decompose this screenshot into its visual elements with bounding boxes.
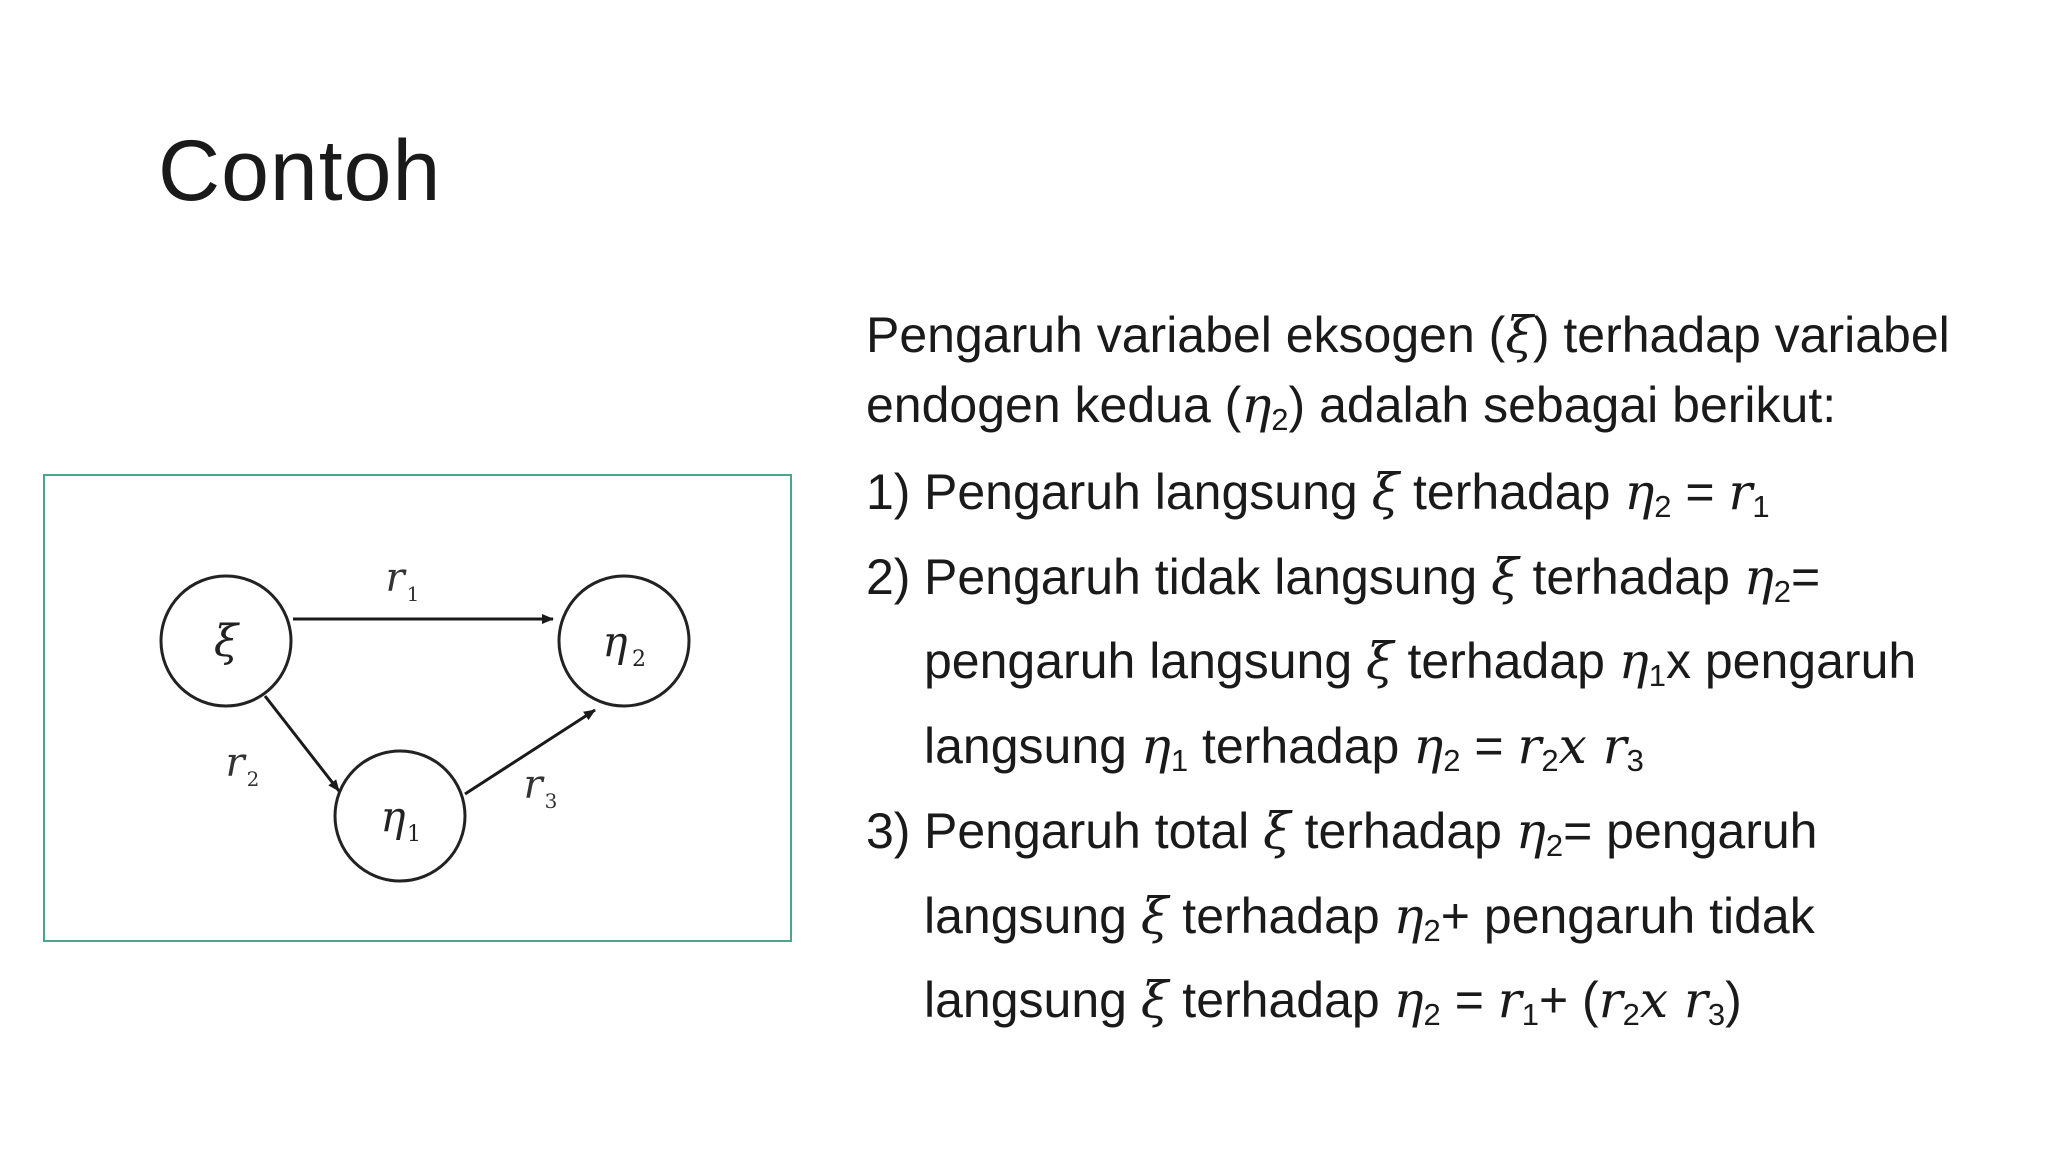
- text: = pengaruh langsung: [924, 548, 1821, 690]
- list-number: 1): [866, 463, 911, 520]
- list-item-indirect-effect: [866, 542, 1986, 796]
- list-number: 2): [866, 548, 911, 605]
- node-eta2-label: η: [602, 617, 628, 666]
- edge-label-r3: r: [523, 762, 543, 808]
- xi-symbol: ξ: [1491, 547, 1519, 606]
- intro-text-3: ) adalah sebagai berikut:: [1288, 377, 1837, 433]
- subscript: 2: [1622, 997, 1640, 1032]
- subscript: 1: [1521, 997, 1539, 1032]
- list-number: 3): [866, 802, 911, 859]
- subscript: 1: [1752, 488, 1770, 524]
- r-symbol: r: [1497, 971, 1522, 1030]
- subscript: 2: [1545, 827, 1564, 863]
- text: =: [1460, 718, 1518, 774]
- edge-label-r2: r: [225, 740, 245, 786]
- xi-symbol: ξ: [1263, 801, 1291, 860]
- intro-paragraph: [866, 300, 1986, 455]
- text: Pengaruh langsung: [924, 463, 1372, 520]
- eta-symbol: η: [1624, 462, 1655, 521]
- node-eta1-label: η: [380, 792, 406, 841]
- text: terhadap: [1188, 718, 1414, 774]
- times-symbol: x: [1639, 971, 1684, 1030]
- xi-symbol: ξ: [1371, 462, 1400, 521]
- eta-symbol: η: [1241, 376, 1272, 434]
- subscript: 1: [1648, 658, 1666, 693]
- subscript: 2: [1423, 997, 1441, 1032]
- edge-label-r1: r: [385, 555, 405, 601]
- subscript: 2: [1541, 742, 1559, 778]
- xi-symbol: ξ: [1140, 886, 1169, 945]
- edge-xi-to-eta1: [265, 696, 339, 791]
- text: terhadap: [1399, 463, 1625, 520]
- node-eta2-sub: 2: [632, 647, 646, 672]
- slide-title: Contoh: [158, 123, 442, 219]
- intro-text-2: ) terhadap variabel endogen kedua (: [866, 307, 1950, 433]
- explanation-text: [866, 300, 1986, 1050]
- text: ): [1725, 972, 1742, 1029]
- list-item-total-effect: [866, 796, 1986, 1050]
- eta-symbol: η: [1393, 886, 1424, 945]
- effects-list: [866, 457, 1986, 1050]
- text: terhadap: [1518, 548, 1744, 605]
- text: terhadap: [1168, 887, 1394, 944]
- eta-symbol: η: [1515, 801, 1546, 860]
- eta-symbol: η: [1743, 547, 1774, 606]
- subscript: 3: [1707, 997, 1726, 1032]
- subscript: 2: [1654, 488, 1672, 524]
- edge-label-r1-sub: 1: [406, 582, 420, 606]
- text: terhadap: [1290, 802, 1516, 859]
- subscript: 2: [1773, 573, 1792, 609]
- subscript: 1: [1170, 742, 1189, 778]
- path-diagram: [43, 474, 792, 942]
- r-symbol: r: [1728, 462, 1753, 521]
- eta-symbol: η: [1618, 632, 1649, 691]
- subscript: 3: [1626, 742, 1644, 778]
- subscript: 2: [1443, 742, 1461, 778]
- text: =: [1440, 972, 1498, 1029]
- text: =: [1671, 463, 1729, 520]
- eta-symbol: η: [1413, 717, 1444, 775]
- node-eta1-sub: 1: [407, 822, 421, 847]
- path-diagram-svg: [45, 476, 794, 944]
- text: + (: [1538, 972, 1599, 1029]
- r-symbol: r: [1598, 971, 1623, 1030]
- intro-text-1: Pengaruh variabel eksogen (: [866, 307, 1506, 363]
- xi-symbol: ξ: [1505, 306, 1533, 364]
- r-symbol: r: [1517, 717, 1542, 775]
- text: + pengaruh tidak langsung: [924, 887, 1815, 1029]
- xi-symbol: ξ: [1366, 632, 1394, 691]
- eta-symbol: η: [1393, 971, 1424, 1030]
- text: terhadap: [1168, 972, 1394, 1029]
- edge-label-r3-sub: 3: [544, 789, 558, 813]
- text: Pengaruh total: [924, 802, 1264, 859]
- edge-label-r2-sub: 2: [246, 767, 260, 791]
- text: = pengaruh langsung: [924, 802, 1818, 944]
- r-symbol: r: [1602, 717, 1627, 775]
- eta-subscript: 2: [1271, 401, 1289, 437]
- eta-symbol: η: [1140, 717, 1171, 775]
- list-item-direct-effect: [866, 457, 1986, 542]
- text: x pengaruh langsung: [924, 633, 1917, 774]
- r-symbol: r: [1683, 971, 1708, 1030]
- text: Pengaruh tidak langsung: [924, 548, 1492, 605]
- times-symbol: x: [1558, 717, 1603, 775]
- text: terhadap: [1393, 633, 1619, 690]
- node-xi-label: ξ: [213, 616, 239, 667]
- xi-symbol: ξ: [1140, 971, 1169, 1030]
- subscript: 2: [1423, 912, 1441, 948]
